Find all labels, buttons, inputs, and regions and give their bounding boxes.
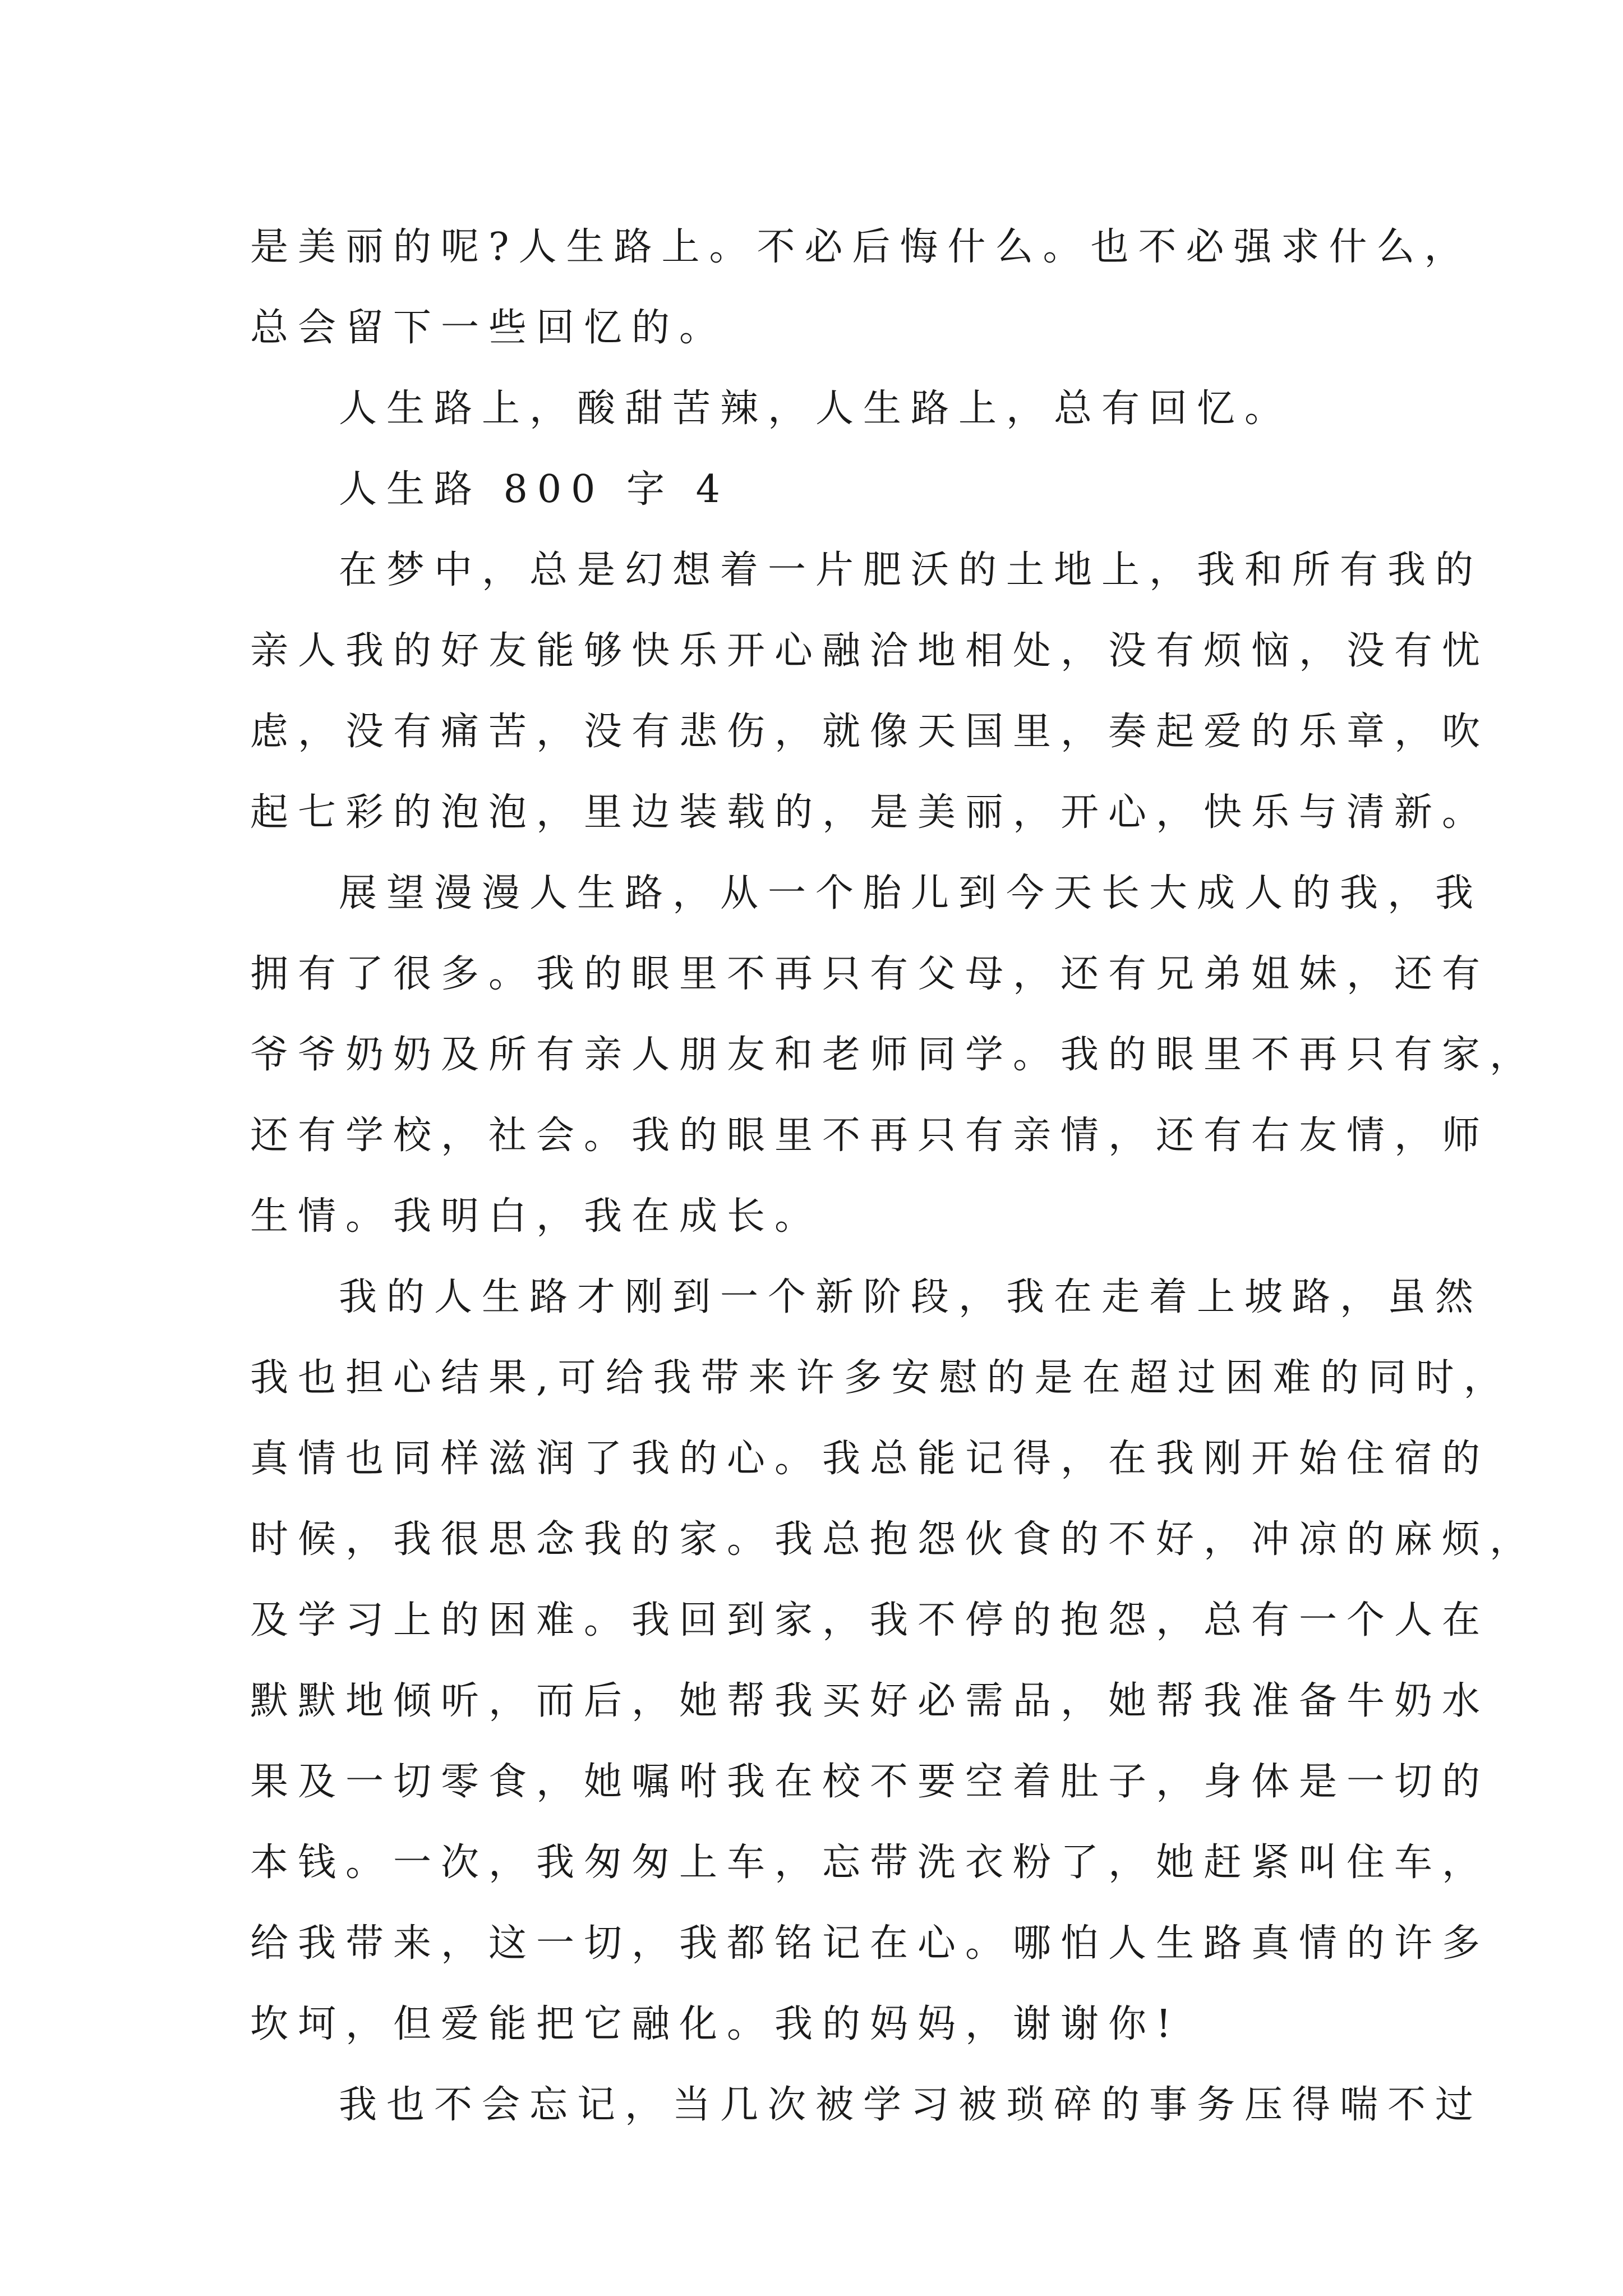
text-line: 在梦中，总是幻想着一片肥沃的土地上，我和所有我的 xyxy=(339,548,1483,592)
text-line: 是美丽的呢?人生路上。不必后悔什么。也不必强求什么， xyxy=(250,225,1472,269)
text-line: 虑，没有痛苦，没有悲伤，就像天国里，奏起爱的乐章，吹 xyxy=(250,710,1490,754)
text-line: 我的人生路才刚到一个新阶段，我在走着上坡路，虽然 xyxy=(339,1275,1483,1319)
text-line: 坎坷，但爱能把它融化。我的妈妈，谢谢你! xyxy=(250,2002,1181,2046)
text-line: 人生路上，酸甜苦辣，人生路上，总有回忆。 xyxy=(339,386,1293,431)
text-line: 生情。我明白，我在成长。 xyxy=(250,1194,823,1239)
text-line: 果及一切零食，她嘱咐我在校不要空着肚子，身体是一切的 xyxy=(250,1760,1490,1804)
text-line: 时候，我很思念我的家。我总抱怨伙食的不好，冲凉的麻烦， xyxy=(250,1517,1538,1562)
text-line: 拥有了很多。我的眼里不再只有父母，还有兄弟姐妹，还有 xyxy=(250,952,1490,996)
text-line: 我也担心结果,可给我带来许多安慰的是在超过困难的同时， xyxy=(250,1356,1511,1400)
text-line: 及学习上的困难。我回到家，我不停的抱怨，总有一个人在 xyxy=(250,1598,1490,1642)
text-line: 总会留下一些回忆的。 xyxy=(250,306,727,350)
text-line: 展望漫漫人生路，从一个胎儿到今天长大成人的我，我 xyxy=(339,871,1483,915)
text-line: 我也不会忘记，当几次被学习被琐碎的事务压得喘不过 xyxy=(339,2083,1483,2127)
text-line: 爷爷奶奶及所有亲人朋友和老师同学。我的眼里不再只有家， xyxy=(250,1033,1538,1077)
text-line: 亲人我的好友能够快乐开心融洽地相处，没有烦恼，没有忧 xyxy=(250,629,1490,673)
text-line: 给我带来，这一切，我都铭记在心。哪怕人生路真情的许多 xyxy=(250,1921,1490,1966)
text-line: 真情也同样滋润了我的心。我总能记得，在我刚开始住宿的 xyxy=(250,1437,1490,1481)
section-heading: 人生路 800 字 4 xyxy=(339,467,730,512)
text-line: 本钱。一次，我匆匆上车，忘带洗衣粉了，她赶紧叫住车， xyxy=(250,1841,1490,1885)
text-line: 默默地倾听，而后，她帮我买好必需品，她帮我准备牛奶水 xyxy=(250,1679,1490,1723)
text-line: 起七彩的泡泡，里边装载的，是美丽，开心，快乐与清新。 xyxy=(250,790,1490,835)
text-line: 还有学校，社会。我的眼里不再只有亲情，还有右友情，师 xyxy=(250,1114,1490,1158)
